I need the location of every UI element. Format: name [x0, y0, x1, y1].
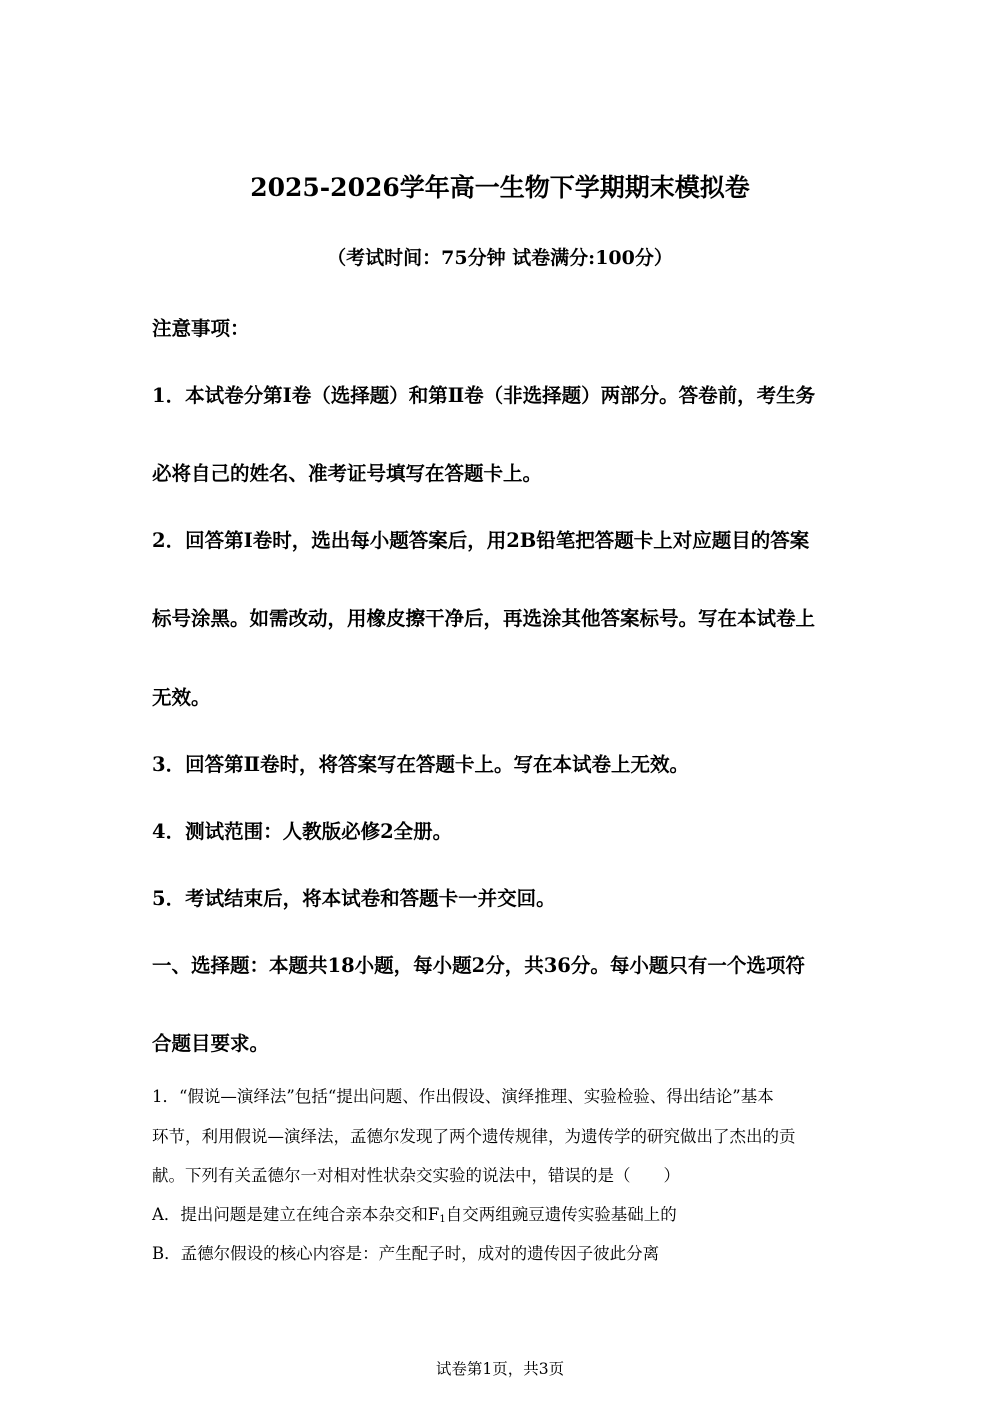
page-footer: 试卷第1页，共3页 — [435, 1360, 565, 1378]
notice-line: 5．考试结束后，将本试卷和答题卡一并交回。 — [152, 887, 556, 910]
notice-line: 无效。 — [152, 686, 211, 709]
option-a-text: A．提出问题是建立在纯合亲本杂交和F — [152, 1205, 440, 1224]
section-heading-line: 一、选择题：本题共18小题，每小题2分，共36分。每小题只有一个选项符 — [152, 954, 805, 977]
question-stem-line: 献。下列有关孟德尔一对相对性状杂交实验的说法中，错误的是（ ） — [152, 1166, 680, 1185]
question-stem-line: 环节，利用假说—演绎法，孟德尔发现了两个遗传规律，为遗传学的研究做出了杰出的贡 — [152, 1127, 796, 1146]
notice-line: 4．测试范围：人教版必修2全册。 — [152, 820, 453, 843]
exam-title: 2025-2026学年高一生物下学期期末模拟卷 — [250, 173, 750, 202]
notice-line: 1．本试卷分第Ⅰ卷（选择题）和第Ⅱ卷（非选择题）两部分。答卷前，考生务 — [152, 384, 816, 407]
notice-line: 标号涂黑。如需改动，用橡皮擦干净后，再选涂其他答案标号。写在本试卷上 — [152, 607, 816, 630]
notice-line: 3．回答第Ⅱ卷时，将答案写在答题卡上。写在本试卷上无效。 — [152, 753, 690, 776]
notice-line: 必将自己的姓名、准考证号填写在答题卡上。 — [152, 462, 543, 485]
question-stem-line: 1．“假说—演绎法”包括“提出问题、作出假设、演绎推理、实验检验、得出结论”基本 — [152, 1087, 774, 1106]
section-heading-line: 合题目要求。 — [152, 1032, 270, 1055]
notice-heading: 注意事项： — [152, 317, 250, 340]
option-a — [152, 1201, 872, 1225]
option-a-text-end: 自交两组豌豆遗传实验基础上的 — [445, 1205, 677, 1224]
exam-subtitle: （考试时间：75分钟 试卷满分:100分） — [327, 247, 673, 269]
option-b: B．孟德尔假设的核心内容是：产生配子时，成对的遗传因子彼此分离 — [152, 1244, 660, 1263]
option-a-subscript: 1 — [439, 1214, 446, 1225]
notice-line: 2．回答第Ⅰ卷时，选出每小题答案后，用2B铅笔把答题卡上对应题目的答案 — [152, 529, 810, 552]
